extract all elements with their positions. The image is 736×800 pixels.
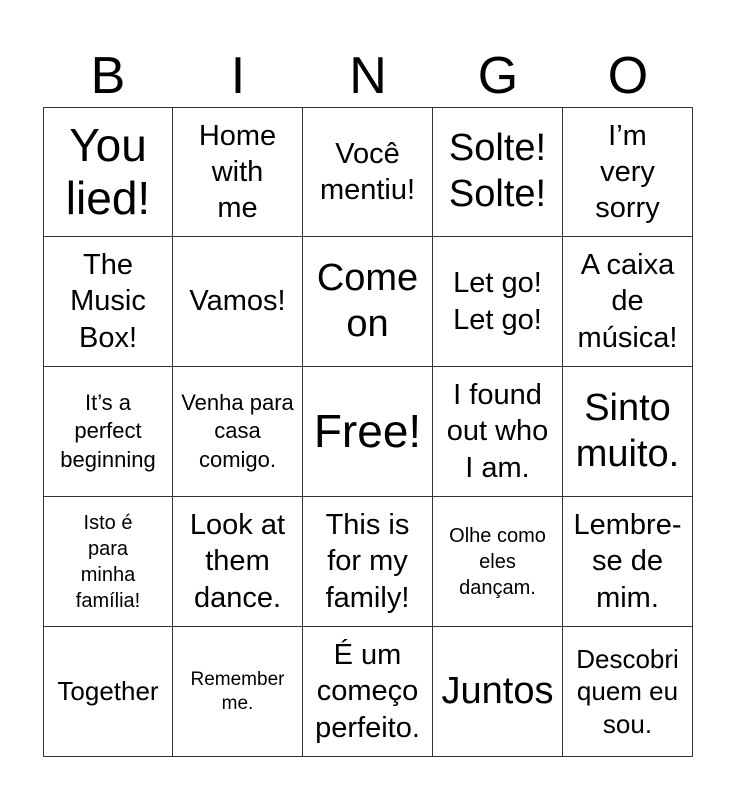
- bingo-cell-r2-c4[interactable]: Sinto muito.: [563, 367, 693, 497]
- bingo-cell-r4-c4[interactable]: Descobri quem eu sou.: [563, 627, 693, 757]
- bingo-board: [43, 107, 693, 757]
- bingo-cell-r1-c3[interactable]: Let go! Let go!: [433, 237, 563, 367]
- bingo-cell-r0-c0[interactable]: You lied!: [43, 107, 173, 237]
- bingo-cell-r3-c2[interactable]: This is for my family!: [303, 497, 433, 627]
- bingo-cell-r2-c3[interactable]: I found out who I am.: [433, 367, 563, 497]
- bingo-cell-r3-c0[interactable]: Isto é para minha família!: [43, 497, 173, 627]
- bingo-cell-r0-c1[interactable]: Home with me: [173, 107, 303, 237]
- bingo-cell-r4-c2[interactable]: É um começo perfeito.: [303, 627, 433, 757]
- bingo-cell-r4-c1[interactable]: Remember me.: [173, 627, 303, 757]
- bingo-cell-r1-c2[interactable]: Come on: [303, 237, 433, 367]
- bingo-cell-r3-c1[interactable]: Look at them dance.: [173, 497, 303, 627]
- bingo-cell-r0-c4[interactable]: I’m very sorry: [563, 107, 693, 237]
- bingo-cell-r1-c4[interactable]: A caixa de música!: [563, 237, 693, 367]
- bingo-cell-r0-c2[interactable]: Você mentiu!: [303, 107, 433, 237]
- bingo-cell-r2-c2-free[interactable]: Free!: [303, 367, 433, 497]
- bingo-cell-r4-c0[interactable]: Together: [43, 627, 173, 757]
- header-letter-g: G: [477, 47, 519, 105]
- bingo-cell-r1-c1[interactable]: Vamos!: [173, 237, 303, 367]
- bingo-cell-r2-c0[interactable]: It’s a perfect beginning: [43, 367, 173, 497]
- header-letter-b: B: [90, 47, 126, 105]
- header-letter-o: O: [607, 47, 649, 105]
- bingo-cell-r3-c4[interactable]: Lembre-se de mim.: [563, 497, 693, 627]
- header-letter-i: I: [230, 47, 246, 105]
- bingo-cell-r4-c3[interactable]: Juntos: [433, 627, 563, 757]
- header-letter-n: N: [349, 47, 387, 105]
- bingo-cell-r2-c1[interactable]: Venha para casa comigo.: [173, 367, 303, 497]
- bingo-cell-r0-c3[interactable]: Solte! Solte!: [433, 107, 563, 237]
- bingo-cell-r1-c0[interactable]: The Music Box!: [43, 237, 173, 367]
- bingo-header: [43, 46, 693, 106]
- bingo-cell-r3-c3[interactable]: Olhe como eles dançam.: [433, 497, 563, 627]
